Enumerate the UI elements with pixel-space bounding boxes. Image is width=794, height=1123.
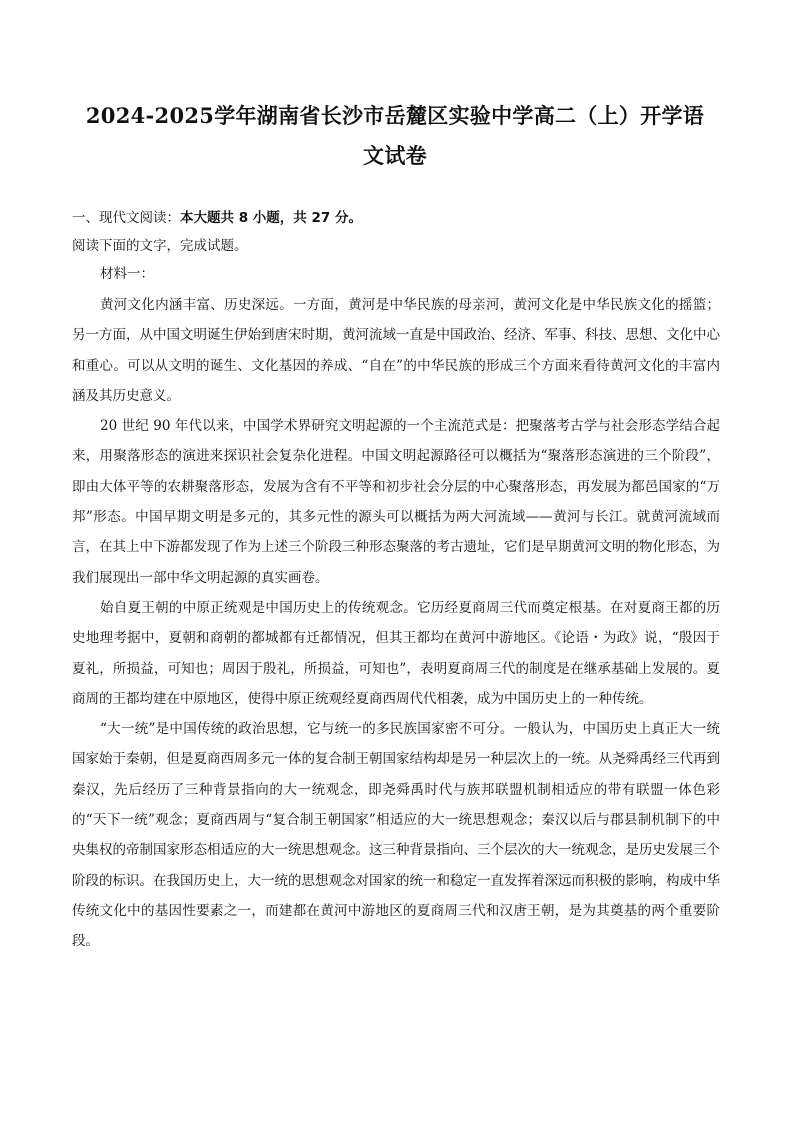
paragraph-1: 黄河文化内涵丰富、历史深远。一方面，黄河是中华民族的母亲河，黄河文化是中华民族文化的摇篮；另一方面，从中国文明诞生伊始到唐宋时期，黄河流域一直是中国政治、经济、军事、科技、思想、文化中心和重心。可以从文明的诞生、文化基因的养成、“自在”的中华民族的形成三个方面来看待黄河文化的丰富内涵及其历史意义。: [72, 297, 720, 404]
section-heading-prefix: 一、现代文阅读：: [72, 210, 180, 226]
paragraph-2: 20 世纪 90 年代以来，中国学术界研究文明起源的一个主流范式是：把聚落考古学与社会形态学结合起来，用聚落形态的演进来探识社会复杂化进程。中国文明起源路径可以概括为“聚落形态演进的三个阶段”，即由大体平等的农耕聚落形态，发展为含有不平等和初步社会分层的中心聚落形态，再发展为都邑国家的“万邦”形态。中国早期文明是多元的，其多元性的源头可以概括为两大河流域——黄河与长江。就黄河流域而言，在其上中下游都发现了作为上述三个阶段三种形态聚落的考古遗址，它们是早期黄河文明的物化形态，为我们展现出一部中华文明起源的真实画卷。: [72, 418, 720, 586]
exam-title: 2024-2025学年湖南省长沙市岳麓区实验中学高二（上）开学语文试卷: [85, 103, 705, 168]
paragraph-3: 始自夏王朝的中原正统观是中国历史上的传统观念。它历经夏商周三代而奠定根基。在对夏商王都的历史地理考据中，夏朝和商朝的都城都有迁都情况，但其王都均在黄河中游地区。《论语・为政》说，“殷因于夏礼，所损益，可知也；周因于殷礼，所损益，可知也”，表明夏商周三代的制度是在继承基础上发展的。夏商周的王都均建在中原地区，使得中原正统观经夏商西周代代相袭，成为中国历史上的一种传统。: [72, 599, 720, 707]
reading-instruction: 阅读下面的文字，完成试题。: [72, 238, 248, 254]
paragraph-4: “大一统”是中国传统的政治思想，它与统一的多民族国家密不可分。一般认为，中国历史上真正大一统国家始于秦朝，但是夏商西周多元一体的复合制王朝国家结构却是另一种层次上的一统。从尧舜禹经三代再到秦汉，先后经历了三种背景指向的大一统观念，即尧舜禹时代与族邦联盟机制相适应的带有联盟一体色彩的“天下一统”观念；夏商西周与“复合制王朝国家”相适应的大一统思想观念；秦汉以后与郡县制机制下的中央集权的帝制国家形态相适应的大一统思想观念。这三种背景指向、三个层次的大一统观念，是历史发展三个阶段的标识。在我国历史上，大一统的思想观念对国家的统一和稳定一直发挥着深远而积极的影响，构成中华传统文化中的基因性要素之一，而建都在黄河中游地区的夏商周三代和汉唐王朝，是为其奠基的两个重要阶段。: [72, 721, 720, 950]
material-label: 材料一：: [100, 266, 154, 282]
section-heading-detail: 本大题共 8 小题，共 27 分。: [180, 210, 362, 226]
section-heading: [72, 204, 720, 232]
